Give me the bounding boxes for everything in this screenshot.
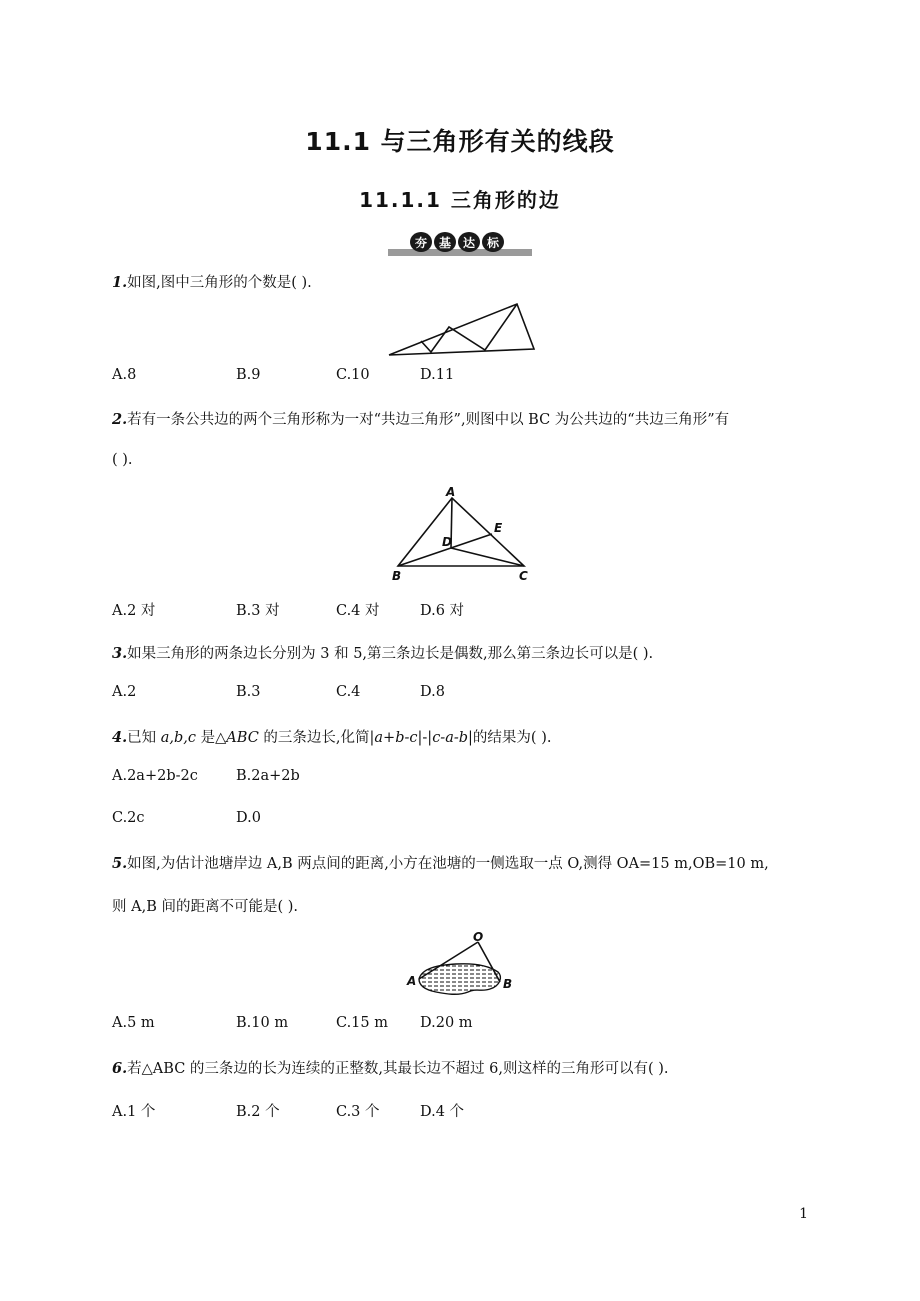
section-subtitle: 11.1.1 三角形的边 xyxy=(359,188,561,212)
question-text: |-| xyxy=(417,730,433,746)
variables: a,b,c xyxy=(160,730,197,746)
banner-char: 夯 xyxy=(410,232,432,252)
option-b[interactable]: B.3 对 xyxy=(236,603,280,619)
figure-triangles xyxy=(386,298,538,358)
question-2 xyxy=(112,408,729,429)
option-c[interactable]: C.2c xyxy=(112,810,145,826)
question-1 xyxy=(112,271,312,292)
label-d: D xyxy=(442,535,452,549)
question-number: 1. xyxy=(112,274,128,291)
option-a[interactable]: A.1 个 xyxy=(112,1104,156,1120)
option-c[interactable]: C.10 xyxy=(336,367,370,383)
question-4 xyxy=(112,726,551,747)
label-e: E xyxy=(494,521,503,535)
option-d[interactable]: D.8 xyxy=(420,684,445,700)
option-c[interactable]: C.4 对 xyxy=(336,603,380,619)
option-d[interactable]: D.20 m xyxy=(420,1015,473,1031)
figure-pond xyxy=(404,928,522,1000)
expression: a+b-c xyxy=(374,730,418,746)
banner-char: 达 xyxy=(458,232,480,252)
option-b[interactable]: B.2a+2b xyxy=(236,768,300,784)
question-text: 若有一条公共边的两个三角形称为一对“共边三角形”,则图中以 BC 为公共边的“共边三角形”有 xyxy=(127,412,730,428)
option-a[interactable]: A.2 对 xyxy=(112,603,156,619)
option-c[interactable]: C.4 xyxy=(336,684,361,700)
question-text: 的三条边长,化简| xyxy=(258,730,375,746)
question-number: 5. xyxy=(112,855,128,872)
expression: c-a-b xyxy=(432,730,469,746)
banner-char: 标 xyxy=(482,232,504,252)
option-d[interactable]: D.4 个 xyxy=(420,1104,465,1120)
segment-cd xyxy=(451,548,524,566)
option-a[interactable]: A.8 xyxy=(112,367,137,383)
question-text: 如图,图中三角形的个数是( ). xyxy=(127,275,312,291)
question-text: 如图,为估计池塘岸边 A,B 两点间的距离,小方在池塘的一侧选取一点 O,测得 OA=15 m,OB=10 m, xyxy=(127,856,769,872)
option-d[interactable]: D.11 xyxy=(420,367,455,383)
question-number: 2. xyxy=(112,411,128,428)
triangle-abc xyxy=(398,498,524,566)
option-c[interactable]: C.3 个 xyxy=(336,1104,380,1120)
question-2-line2: ( ). xyxy=(112,452,133,468)
question-5 xyxy=(112,852,769,873)
question-5-line2: 则 A,B 间的距离不可能是( ). xyxy=(112,899,298,915)
figure-triangle-abc xyxy=(388,484,536,584)
section-banner xyxy=(388,232,532,256)
question-text: 是△ xyxy=(196,730,227,746)
question-text: 若△ABC 的三条边的长为连续的正整数,其最长边不超过 6,则这样的三角形可以有( ). xyxy=(127,1061,669,1077)
question-text: 已知 xyxy=(127,730,161,746)
option-d[interactable]: D.6 对 xyxy=(420,603,465,619)
option-b[interactable]: B.3 xyxy=(236,684,261,700)
option-d[interactable]: D.0 xyxy=(236,810,261,826)
page-number: 1 xyxy=(799,1206,808,1222)
question-3 xyxy=(112,642,653,663)
question-text: 如果三角形的两条边长分别为 3 和 5,第三条边长是偶数,那么第三条边长可以是( ). xyxy=(127,646,654,662)
question-number: 4. xyxy=(112,729,128,746)
banner-char: 基 xyxy=(434,232,456,252)
option-b[interactable]: B.9 xyxy=(236,367,261,383)
label-b: B xyxy=(503,977,513,991)
option-a[interactable]: A.5 m xyxy=(112,1015,155,1031)
label-a: A xyxy=(446,485,456,499)
triangle-name: ABC xyxy=(226,730,259,746)
question-number: 3. xyxy=(112,645,128,662)
label-a: A xyxy=(407,974,417,988)
pond-shape xyxy=(419,964,500,995)
option-c[interactable]: C.15 m xyxy=(336,1015,388,1031)
label-o: O xyxy=(473,930,484,944)
question-number: 6. xyxy=(112,1060,128,1077)
label-b: B xyxy=(392,569,402,583)
option-b[interactable]: B.10 m xyxy=(236,1015,289,1031)
question-6 xyxy=(112,1057,668,1078)
option-a[interactable]: A.2 xyxy=(112,684,137,700)
option-a[interactable]: A.2a+2b-2c xyxy=(112,768,198,784)
figure-zigzag xyxy=(421,304,517,352)
page-title: 11.1 与三角形有关的线段 xyxy=(305,127,615,156)
question-text: |的结果为( ). xyxy=(468,730,552,746)
label-c: C xyxy=(519,569,528,583)
option-b[interactable]: B.2 个 xyxy=(236,1104,280,1120)
